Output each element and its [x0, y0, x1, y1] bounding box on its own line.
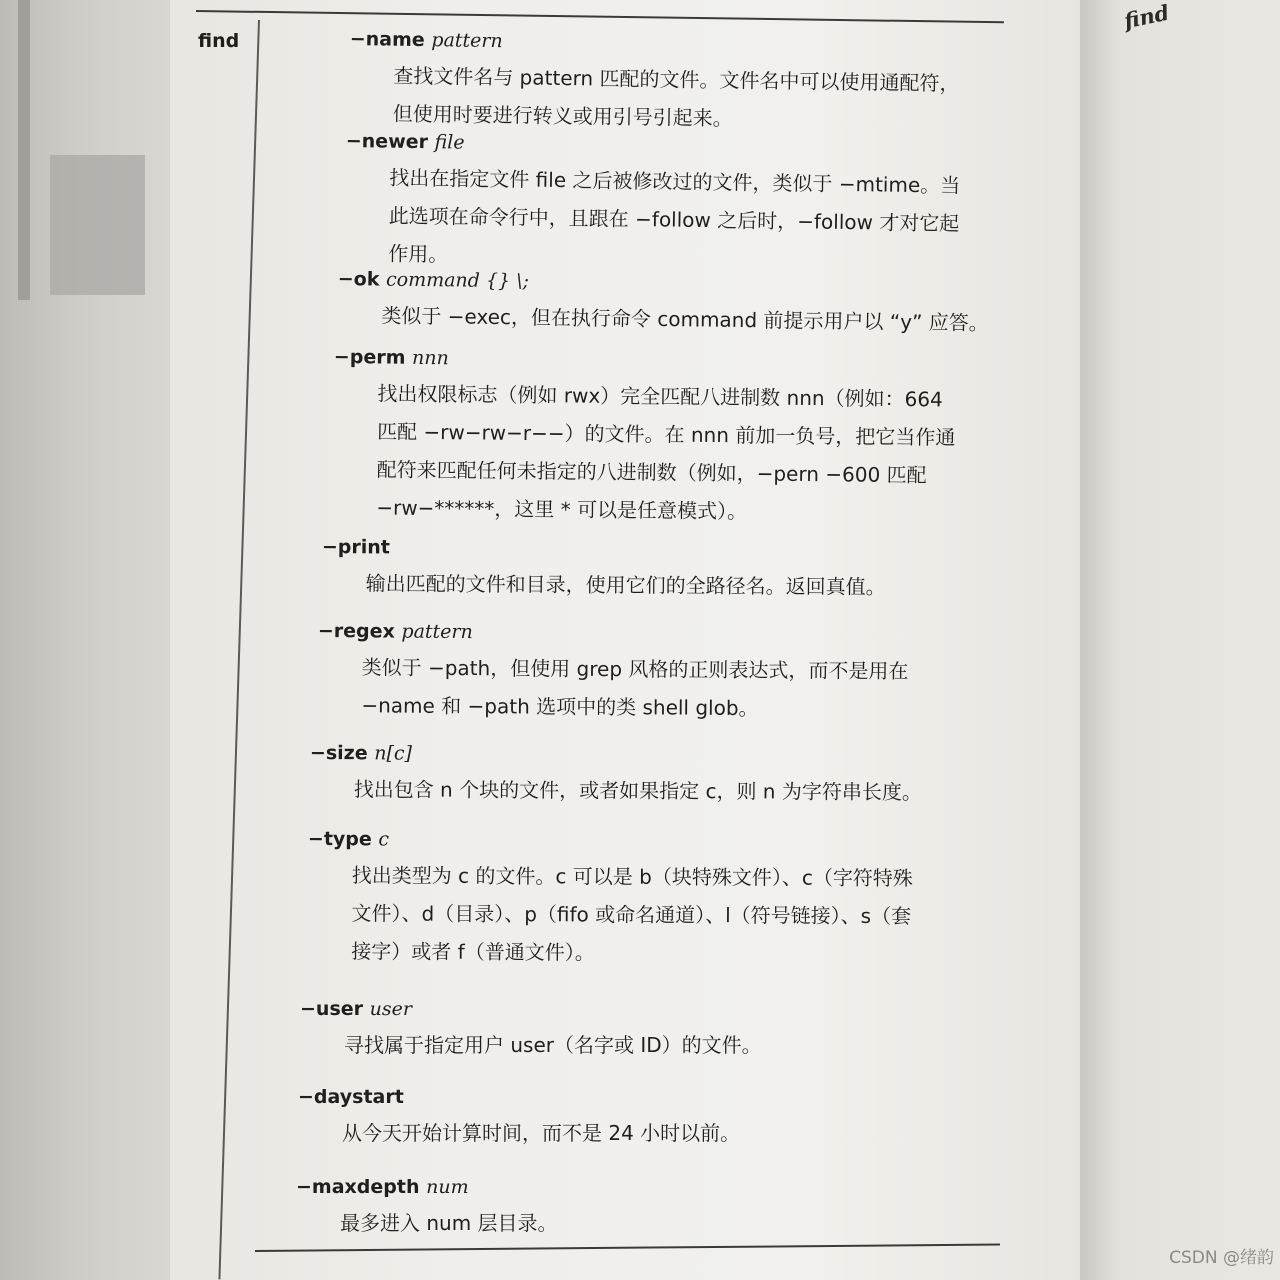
option-entry-print — [322, 534, 886, 606]
right-page-heading: find — [1121, 0, 1172, 34]
option-description: 找出类型为 c 的文件。c 可以是 b（块特殊文件）、c（字符特殊 文件）、d（目录）、p（fifo 或命名通道）、l（符号链接）、s（套 接字）或者 f（普通文件）。 — [351, 863, 913, 965]
option-heading: −newer file — [345, 129, 465, 154]
option-entry-type — [307, 826, 913, 973]
option-description: 类似于 −path，但使用 grep 风格的正则表达式，而不是用在 −name 和 −path 选项中的类 shell glob。 — [361, 655, 909, 721]
option-entry-regex — [317, 618, 909, 728]
option-entry-size — [310, 740, 922, 811]
option-description: 寻找属于指定用户 user（名字或 ID）的文件。 — [344, 1033, 762, 1057]
bleed-through-block — [50, 155, 145, 295]
option-description: 找出包含 n 个块的文件，或者如果指定 c，则 n 为字符串长度。 — [353, 777, 922, 805]
option-description: 类似于 −exec，但在执行命令 command 前提示用户以 “y” 应答。 — [381, 303, 989, 335]
page-edge-shadow — [18, 0, 30, 300]
option-description: 找出在指定文件 file 之后被修改过的文件，类似于 −mtime。当 此选项在命令行中，且跟在 −follow 之后时，−follow 才对它起 作用。 — [388, 165, 961, 267]
option-heading: −type c — [307, 828, 390, 851]
option-description: 查找文件名与 pattern 匹配的文件。文件名中可以使用通配符， 但使用时要进行转义或用引号引起来。 — [392, 63, 960, 131]
option-heading: −name pattern — [349, 27, 503, 53]
option-entry-ok — [337, 266, 989, 342]
option-heading: −daystart — [298, 1086, 404, 1108]
option-heading: −print — [321, 535, 390, 559]
option-entry-user — [300, 996, 762, 1064]
option-entry-newer — [344, 128, 961, 281]
option-heading: −size n[c] — [309, 742, 413, 765]
option-entry-daystart — [298, 1084, 740, 1152]
option-heading: −maxdepth num — [296, 1176, 469, 1198]
side-heading: find — [198, 30, 240, 52]
option-description: 找出权限标志（例如 rwx）完全匹配八进制数 nnn（例如：664 匹配 −rw−rw−r−−）的文件。在 nnn 前加一负号，把它当作通 配符来匹配任何未指定的八进制数（例如，−pern −600 匹配 −rw−******，这里 * 可以是任意模式）。 — [376, 381, 956, 524]
option-heading: −ok command {} \; — [337, 267, 530, 293]
option-entry-maxdepth — [296, 1174, 558, 1242]
option-description: 从今天开始计算时间，而不是 24 小时以前。 — [342, 1121, 741, 1145]
option-description: 最多进入 num 层目录。 — [340, 1211, 558, 1235]
option-entry-perm — [332, 344, 956, 533]
option-heading: −regex pattern — [317, 619, 473, 644]
option-description: 输出匹配的文件和目录，使用它们的全路径名。返回真值。 — [365, 571, 886, 599]
option-heading: −perm nnn — [333, 345, 449, 370]
option-entry-name — [349, 26, 961, 141]
option-heading: −user user — [300, 998, 412, 1020]
watermark: CSDN @绪韵 — [1169, 1248, 1274, 1268]
right-page — [1080, 0, 1280, 1280]
